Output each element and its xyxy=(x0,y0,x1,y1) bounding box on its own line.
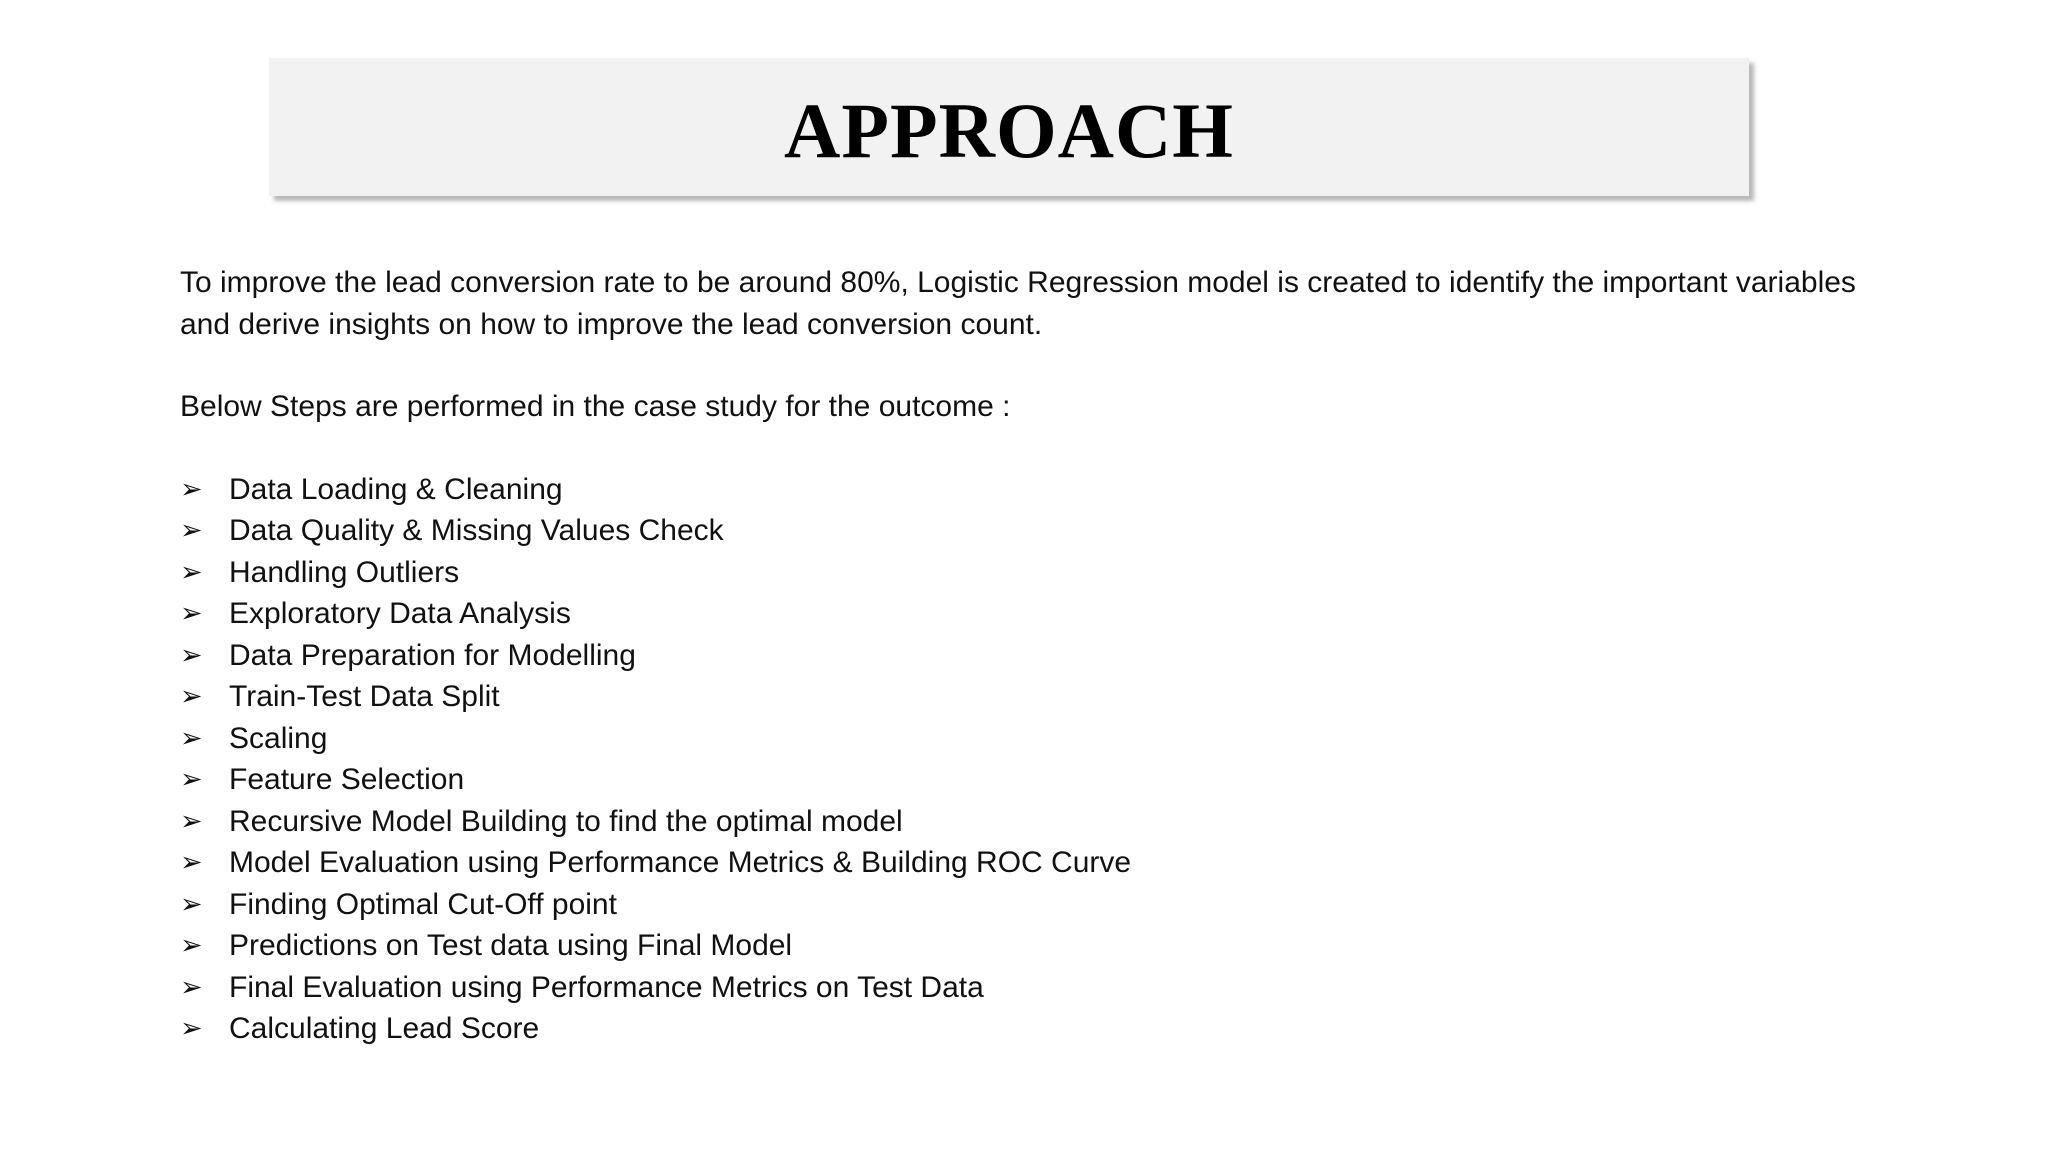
step-label: Exploratory Data Analysis xyxy=(229,597,571,630)
list-item xyxy=(180,1008,1880,1050)
arrow-bullet-icon: ➢ xyxy=(180,598,203,629)
list-item xyxy=(180,801,1880,843)
arrow-bullet-icon: ➢ xyxy=(180,847,203,878)
list-item xyxy=(180,759,1880,801)
list-item xyxy=(180,925,1880,967)
step-label: Model Evaluation using Performance Metrics & Building ROC Curve xyxy=(229,846,1132,879)
arrow-bullet-icon: ➢ xyxy=(180,805,203,837)
step-label: Calculating Lead Score xyxy=(229,1012,540,1045)
arrow-bullet-icon: ➢ xyxy=(180,930,203,961)
step-label: Recursive Model Building to find the optimal model xyxy=(229,804,903,838)
intro-paragraph: To improve the lead conversion rate to be around 80%, Logistic Regression model is created to identify the important variables and derive insights on how to improve the lead conversion count. xyxy=(180,266,1856,341)
slide-title: APPROACH xyxy=(784,87,1234,174)
step-label: Finding Optimal Cut-Off point xyxy=(229,887,617,921)
arrow-bullet-icon: ➢ xyxy=(180,1013,203,1044)
list-item xyxy=(180,842,1880,884)
title-box xyxy=(269,58,1749,196)
list-item xyxy=(180,552,1880,594)
list-item xyxy=(180,469,1880,511)
step-label: Handling Outliers xyxy=(229,555,460,589)
arrow-bullet-icon: ➢ xyxy=(180,473,203,505)
step-label: Data Preparation for Modelling xyxy=(229,638,636,672)
steps-intro: Below Steps are performed in the case study for the outcome : xyxy=(180,390,1011,423)
step-label: Final Evaluation using Performance Metrics on Test Data xyxy=(229,970,984,1004)
arrow-bullet-icon: ➢ xyxy=(180,639,203,671)
arrow-bullet-icon: ➢ xyxy=(180,764,203,795)
arrow-bullet-icon: ➢ xyxy=(180,515,203,546)
step-label: Train-Test Data Split xyxy=(229,680,500,713)
step-label: Feature Selection xyxy=(229,763,465,796)
step-label: Data Loading & Cleaning xyxy=(229,472,563,506)
list-item xyxy=(180,967,1880,1009)
step-label: Predictions on Test data using Final Model xyxy=(229,929,793,962)
list-item xyxy=(180,635,1880,677)
slide-content xyxy=(180,262,1880,1050)
list-item xyxy=(180,593,1880,635)
arrow-bullet-icon: ➢ xyxy=(180,681,203,712)
arrow-bullet-icon: ➢ xyxy=(180,888,203,920)
steps-list xyxy=(180,469,1880,1050)
step-label: Data Quality & Missing Values Check xyxy=(229,514,724,547)
list-item xyxy=(180,676,1880,718)
arrow-bullet-icon: ➢ xyxy=(180,971,203,1003)
arrow-bullet-icon: ➢ xyxy=(180,722,203,754)
list-item xyxy=(180,718,1880,760)
list-item xyxy=(180,510,1880,552)
step-label: Scaling xyxy=(229,721,328,755)
list-item xyxy=(180,884,1880,926)
arrow-bullet-icon: ➢ xyxy=(180,556,203,588)
